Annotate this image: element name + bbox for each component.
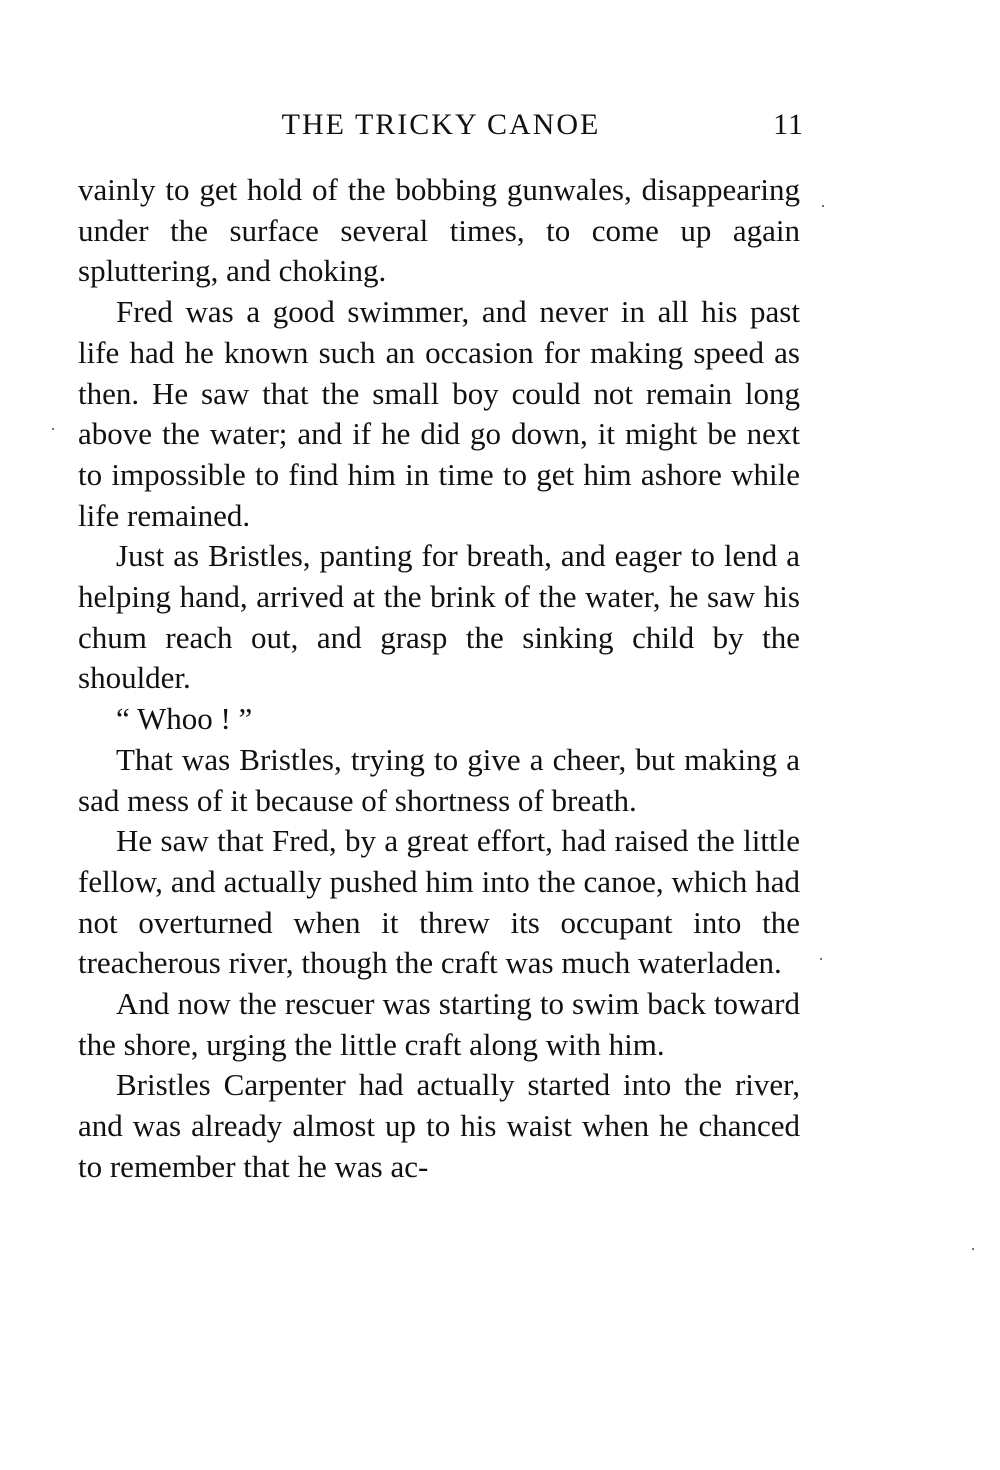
paragraph-8: Bristles Carpenter had actually started into the river, and was already almost up to his waist when he chanced to remember that he was ac-: [78, 1067, 800, 1184]
paragraph-5: That was Bristles, trying to give a cheer, but making a sad mess of it because of shortness of breath.: [78, 741, 800, 818]
paragraph-6: He saw that Fred, by a great effort, had raised the little fellow, and actually pushed him into the canoe, which had not overturned when it threw its occupant into the treacherous river, though the craft was much waterladen.: [78, 823, 800, 981]
running-head: [78, 108, 804, 148]
page-number: 11: [773, 108, 804, 141]
scan-speck: [972, 1248, 974, 1250]
chapter-title: THE TRICKY CANOE: [281, 108, 601, 141]
paragraph-3: Just as Bristles, panting for breath, and eager to lend a helping hand, arrived at the brink of the water, he saw his chum reach out, and grasp the sinking child by the shoulder.: [78, 538, 800, 696]
scan-speck: [52, 428, 54, 430]
paragraph-4: “ Whoo ! ”: [116, 701, 253, 737]
paragraph-2: Fred was a good swimmer, and never in all his past life had he known such an occasion for making speed as then. He saw that the small boy could not remain long above the water; and if he did go down, it might be next to impossible to find him in time to get him ashore while life remained.: [78, 294, 800, 533]
paragraph-7: And now the rescuer was starting to swim back toward the shore, urging the little craft along with him.: [78, 986, 800, 1062]
paragraph-1: vainly to get hold of the bobbing gunwales, disappearing under the surface several times, to come up again spluttering, and choking.: [78, 172, 800, 289]
scan-speck: [822, 205, 824, 207]
scan-speck: [820, 958, 822, 960]
body-text: [78, 170, 800, 1188]
